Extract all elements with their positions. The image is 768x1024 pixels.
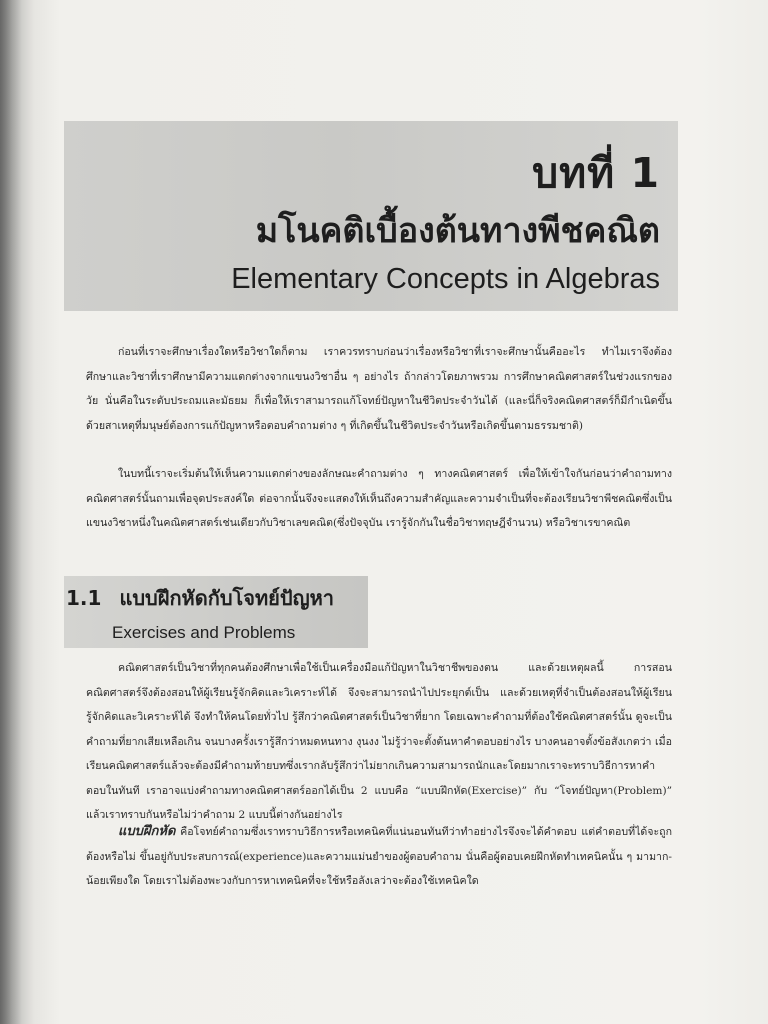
section-title-english: Exercises and Problems [112,623,296,642]
section-paragraph-2-text: คือโจทย์คำถามซึ่งเราทราบวิธีการหรือเทคนิคที่แน่นอนทันทีว่าทำอย่างไรจึงจะได้คำตอบ แต่คำตอบที่ได้จะถูกต้องหรือไม่ ขึ้นอยู่กับประสบการณ์(experience)และความแม่นยำของผู้ตอบคำถาม นั่นคือผู้ตอบเคยฝึกหัดทำเทคนิคนั้น ๆ มามาก-น้อยเพียงใด โดยเราไม่ต้องพะวงกับการหาเทคนิคที่จะใช้หรือลังเลว่าจะต้องใช้เทคนิคใด [86,826,672,887]
chapter-title-english: Elementary Concepts in Algebras [231,263,660,295]
section-title-thai: แบบฝึกหัดกับโจทย์ปัญหา [119,586,335,610]
intro-paragraph-1: ก่อนที่เราจะศึกษาเรื่องใดหรือวิชาใดก็ตาม เราควรทราบก่อนว่าเรื่องหรือวิชาที่เราจะศึกษานั้นคืออะไร ทำไมเราจึงต้องศึกษาและวิชาที่เราศึกษามีความแตกต่างจากแขนงวิชาอื่น ๆ อย่างไร ถ้ากล่าวโดยภาพรวม การศึกษาคณิตศาสตร์ในช่วงแรกของวัย นั่นคือในระดับประถมและมัธยม ก็เพื่อให้เราสามารถแก้โจทย์ปัญหาในชีวิตประจำวันได้ (และนี่ก็จริงคณิตศาสตร์ก็มีกำเนิดขึ้นด้วยสาเหตุที่มนุษย์ต้องการแก้ปัญหาหรือตอบคำถามต่าง ๆ ที่เกิดขึ้นในชีวิตประจำวันหรือเกิดขึ้นตามธรรมชาติ) [86,346,672,432]
intro-paragraph-2: ในบทนี้เราจะเริ่มต้นให้เห็นความแตกต่างของลักษณะคำถามต่าง ๆ ทางคณิตศาสตร์ เพื่อให้เข้าใจกันก่อนว่าคำถามทางคณิตศาสตร์นั้นถามเพื่อจุดประสงค์ใด ต่อจากนั้นจึงจะแสดงให้เห็นถึงความสำคัญและความจำเป็นที่จะต้องเรียนวิชาพีชคณิตซึ่งเป็นแขนงวิชาหนึ่งในคณิตศาสตร์เช่นเดียวกับวิชาเลขคณิต(ซึ่งปัจจุบัน เรารู้จักกันในชื่อวิชาทฤษฎีจำนวน) หรือวิชาเรขาคณิต [86,468,672,529]
chapter-title-thai: มโนคติเบื้องต้นทางพีชคณิต [255,211,660,251]
section-title [66,582,334,614]
section-paragraph-1: คณิตศาสตร์เป็นวิชาที่ทุกคนต้องศึกษาเพื่อใช้เป็นเครื่องมือแก้ปัญหาในวิชาชีพของตน และด้วยเหตุผลนี้ การสอนคณิตศาสตร์จึงต้องสอนให้ผู้เรียนรู้จักคิดและวิเคราะห์ได้ จึงจะสามารถนำไปประยุกต์เป็น และด้วยเหตุที่จำเป็นต้องสอนให้ผู้เรียนรู้จักคิดและวิเคราะห์ได้ จึงทำให้คนโดยทั่วไป รู้สึกว่าคณิตศาสตร์เป็นวิชาที่ยาก โดยเฉพาะคำถามที่ต้องใช้คณิตศาสตร์นั้น ดูจะเป็นคำถามที่ยากเสียเหลือเกิน จนบางครั้งเรารู้สึกว่าหมดหนทาง งุนงง ไม่รู้ว่าจะตั้งต้นหาคำตอบอย่างไร บางคนอาจตั้งข้อสังเกตว่า เมื่อเรียนคณิตศาสตร์แล้วจะต้องมีคำถามท้ายบทซึ่งเรากลับรู้สึกว่าไม่ยากเกินความสามารถนักและโดยมากเราจะทราบวิธีการหาคำตอบในทันที เราอาจแบ่งคำถามทางคณิตศาสตร์ออกได้เป็น 2 แบบคือ “แบบฝึกหัด(Exercise)” กับ “โจทย์ปัญหา(Problem)” แล้วเราทราบกันหรือไม่ว่าคำถาม 2 แบบนี้ต่างกันอย่างไร [86,662,672,821]
binding-shadow [0,0,22,1024]
section-number: 1.1 [66,586,102,610]
section-paragraph-2 [86,820,672,894]
chapter-header [64,121,678,311]
term-exercise: แบบฝึกหัด [118,824,176,839]
section-header [64,576,368,648]
chapter-number: บทที่ 1 [532,149,660,197]
